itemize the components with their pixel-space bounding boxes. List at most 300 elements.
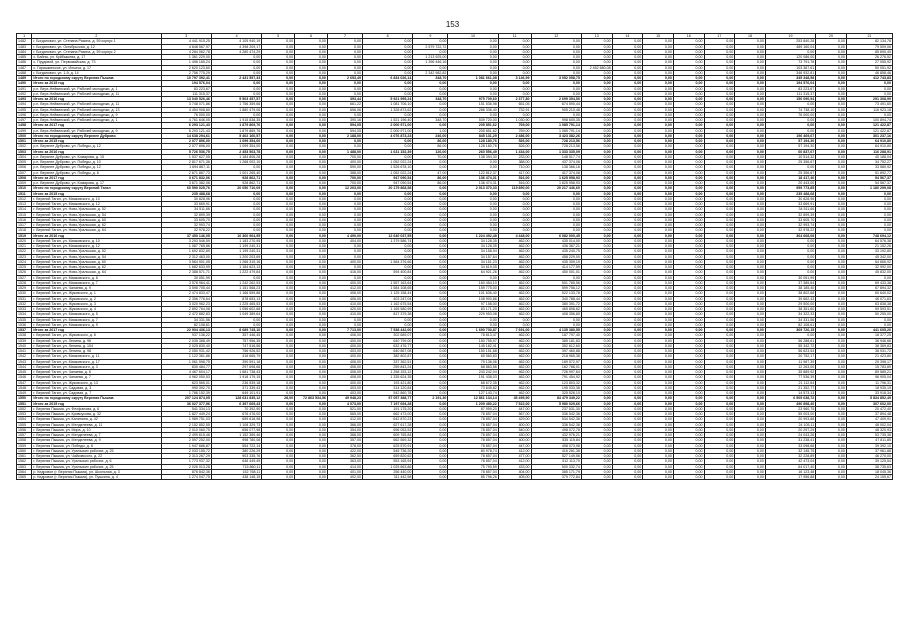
amount-cell: 0,00 (735, 65, 766, 70)
amount-cell: 0,00 (735, 296, 766, 301)
amount-cell: 0,00 (581, 191, 612, 196)
amount-cell: 337 362,51 (362, 359, 412, 364)
row-number-cell: 1559 (17, 443, 32, 448)
amount-cell: 0,00 (295, 385, 328, 390)
amount-cell: 1 537 627,05 (161, 154, 211, 159)
amount-cell: 30 051,99 (161, 275, 211, 280)
amount-cell: 0,00 (735, 259, 766, 264)
amount-cell: 0,00 (413, 286, 448, 291)
amount-cell: 0,00 (735, 223, 766, 228)
amount-cell: 0,00 (581, 39, 612, 44)
amount-cell: 625 570,91 (362, 443, 412, 448)
amount-cell: 0,00 (262, 212, 295, 217)
amount-cell: 1 526 678,10 (362, 165, 412, 170)
amount-cell: 403,00 (327, 391, 362, 396)
amount-cell: 462,00 (498, 244, 531, 249)
address-cell: г. Верхняя Пышма, ул. Чайковского, д. 22 (32, 454, 161, 459)
address-cell: р.п. Верхнее Дуброво, ул. Победы, д. 12 (32, 165, 161, 170)
amount-cell: 0,00 (448, 91, 498, 96)
amount-cell: 0,00 (735, 160, 766, 165)
amount-cell: 1 209 480,22 (448, 401, 498, 406)
amount-cell: 462,00 (498, 238, 531, 243)
amount-cell: 756 926,52 (211, 349, 261, 354)
amount-cell: 0,00 (211, 202, 261, 207)
amount-cell: 0,00 (643, 238, 674, 243)
amount-cell: 6 293 121,43 (161, 128, 211, 133)
amount-cell: 2 000 971,00 (362, 123, 412, 128)
amount-cell: 0,00 (262, 139, 295, 144)
amount-cell: 0,00 (643, 81, 674, 86)
amount-cell: 0,00 (295, 370, 328, 375)
amount-cell: 12 203,00 (327, 186, 362, 191)
amount-cell: 0,00 (643, 144, 674, 149)
amount-cell: 462,00 (498, 391, 531, 396)
amount-cell: 0,00 (816, 380, 847, 385)
amount-cell: 0,00 (295, 181, 328, 186)
amount-cell: 0,00 (581, 91, 612, 96)
amount-cell: 928 862,71 (211, 175, 261, 180)
amount-cell: 0,00 (262, 433, 295, 438)
amount-cell: 0,00 (581, 44, 612, 49)
amount-cell: 0,00 (735, 139, 766, 144)
amount-cell: 0,00 (327, 191, 362, 196)
amount-cell: 0,00 (612, 149, 643, 154)
amount-cell: 403,00 (327, 349, 362, 354)
amount-cell: 5 834 852,49 (846, 396, 892, 401)
amount-cell: 0,00 (816, 202, 847, 207)
amount-cell: 462,00 (498, 375, 531, 380)
row-number-cell: 1485 (17, 55, 32, 60)
amount-cell: 0,00 (735, 275, 766, 280)
amount-cell: 0,00 (816, 249, 847, 254)
row-number-cell: 1547 (17, 380, 32, 385)
address-cell: г. Верхний Тагил, ул. Маяковского, д. 8 (32, 275, 161, 280)
amount-cell: 1 989 751,03 (161, 417, 211, 422)
address-cell: г. Верхний Тагил, ул. Ново-Уральская, д. 52 (32, 207, 161, 212)
amount-cell: 0,00 (735, 144, 766, 149)
amount-cell: 0,00 (704, 128, 735, 133)
amount-cell: 0,00 (816, 60, 847, 65)
amount-cell: 0,00 (295, 333, 328, 338)
amount-cell: 462,00 (498, 312, 531, 317)
row-number-cell: 1549 (17, 391, 32, 396)
amount-cell: 0,00 (735, 396, 766, 401)
amount-cell: 412,00 (498, 459, 531, 464)
amount-cell: 0,00 (643, 49, 674, 54)
row-number-cell: 1537 (17, 328, 32, 333)
amount-cell: 0,00 (531, 49, 581, 54)
amount-cell: 0,00 (498, 39, 531, 44)
amount-cell: 38 946,66 (846, 338, 892, 343)
amount-cell: 0,00 (816, 370, 847, 375)
amount-cell: 0,00 (612, 144, 643, 149)
amount-cell: 0,00 (262, 406, 295, 411)
amount-cell: 0,00 (673, 118, 704, 123)
address-cell: Итого по городскому округу Верхнее Дуброво (32, 133, 161, 138)
amount-cell: 0,00 (262, 217, 295, 222)
amount-cell: 0,00 (327, 86, 362, 91)
amount-cell: 0,00 (765, 270, 815, 275)
amount-cell: 2 620 123,60 (161, 65, 211, 70)
amount-cell: 0,00 (704, 39, 735, 44)
amount-cell: 0,00 (295, 349, 328, 354)
amount-cell: 0,00 (612, 380, 643, 385)
amount-cell: 0,00 (816, 396, 847, 401)
amount-cell: 0,00 (262, 259, 295, 264)
amount-cell: 0,00 (704, 391, 735, 396)
column-number-12: 12 (531, 34, 581, 39)
row-number-cell: 1510 (17, 186, 32, 191)
amount-cell: 31 238,41 (765, 438, 815, 443)
amount-cell: 0,00 (327, 44, 362, 49)
amount-cell: 0,00 (816, 254, 847, 259)
amount-cell: 0,00 (673, 76, 704, 81)
amount-cell: 0,00 (581, 118, 612, 123)
amount-cell: 0,00 (816, 133, 847, 138)
amount-cell: 0,00 (413, 196, 448, 201)
amount-cell: 0,00 (704, 412, 735, 417)
amount-cell: 432 976,21 (531, 433, 581, 438)
amount-cell: 0,00 (816, 191, 847, 196)
amount-cell: 0,00 (498, 65, 531, 70)
amount-cell: 32 992,00 (846, 265, 892, 270)
amount-cell: 0,00 (413, 338, 448, 343)
amount-cell: 40 188,04 (846, 154, 892, 159)
amount-cell: 148 517,74 (531, 154, 581, 159)
amount-cell: 0,00 (295, 196, 328, 201)
amount-cell: 0,00 (735, 70, 766, 75)
amount-cell: 0,00 (295, 133, 328, 138)
amount-cell: 2 033 155,72 (161, 448, 211, 453)
amount-cell: 0,00 (581, 70, 612, 75)
amount-cell: 0,00 (673, 228, 704, 233)
amount-cell: 235 488,68 (765, 191, 815, 196)
amount-cell: 747 516,56 (211, 343, 261, 348)
amount-cell: 400,00 (327, 160, 362, 165)
amount-cell: 0,00 (362, 212, 412, 217)
amount-cell: 0,00 (735, 454, 766, 459)
amount-cell: 97 158,00 (448, 301, 498, 306)
amount-cell: 1 584 376,66 (362, 259, 412, 264)
amount-cell: 662 473,00 (362, 412, 412, 417)
amount-cell: 0,00 (816, 170, 847, 175)
amount-cell: 366,00 (327, 422, 362, 427)
amount-cell: 233,00 (498, 154, 531, 159)
amount-cell: 0,00 (643, 123, 674, 128)
amount-cell: 0,00 (704, 60, 735, 65)
amount-cell: 32 899,39 (765, 212, 815, 217)
amount-cell: 0,00 (612, 296, 643, 301)
amount-cell: 362,00 (327, 454, 362, 459)
amount-cell: 0,00 (262, 422, 295, 427)
amount-cell: 18 935,19 (846, 385, 892, 390)
amount-cell: 0,00 (262, 238, 295, 243)
amount-cell: 46 858,46 (846, 70, 892, 75)
amount-cell: 0,00 (673, 375, 704, 380)
amount-cell: 4 284 062,78 (161, 49, 211, 54)
amount-cell: 0,00 (581, 160, 612, 165)
amount-cell: 0,00 (846, 86, 892, 91)
amount-cell: 0,00 (612, 322, 643, 327)
amount-cell: 769,00 (498, 128, 531, 133)
amount-cell: 0,00 (846, 322, 892, 327)
amount-cell: 0,00 (262, 70, 295, 75)
row-number-cell: 1493 (17, 97, 32, 102)
amount-cell: 0,00 (704, 175, 735, 180)
table-row (17, 475, 893, 480)
address-cell: Итого за 2017 год (32, 328, 161, 333)
amount-cell: 0,00 (295, 223, 328, 228)
amount-cell: 0,00 (612, 385, 643, 390)
amount-cell: 37 385,64 (765, 280, 815, 285)
amount-cell: 462,00 (498, 354, 531, 359)
address-cell: р.п. Верх-Нейвинский, ул. Рабочей молодежи, д. 1 (32, 118, 161, 123)
amount-cell: 1 224 492,48 (448, 233, 498, 238)
amount-cell: 0,00 (295, 433, 328, 438)
amount-cell: 4 454 908,80 (161, 107, 211, 112)
column-number-18: 18 (735, 34, 766, 39)
address-cell: г. Верхний Тагил, ул. Маяковского, д. 9 (32, 322, 161, 327)
amount-cell: 26 276,52 (846, 55, 892, 60)
amount-cell: 462,00 (498, 270, 531, 275)
amount-cell: 0,00 (735, 401, 766, 406)
amount-cell: 0,00 (295, 307, 328, 312)
amount-cell: 0,00 (816, 359, 847, 364)
amount-cell: 0,00 (262, 349, 295, 354)
amount-cell: 0,00 (704, 212, 735, 217)
amount-cell: 0,00 (211, 223, 261, 228)
address-cell: г. Верхняя Пышма, ул. Победы, д. 8 (32, 443, 161, 448)
amount-cell: 0,00 (612, 238, 643, 243)
amount-cell: 0,00 (262, 107, 295, 112)
amount-cell: 34 752,27 (846, 160, 892, 165)
amount-cell: 34 322,33 (765, 312, 815, 317)
amount-cell: 0,00 (816, 207, 847, 212)
amount-cell: 0,00 (816, 270, 847, 275)
amount-cell: 0,00 (362, 154, 412, 159)
amount-cell: 0,00 (413, 438, 448, 443)
address-cell: Итого за 2016 год (32, 149, 161, 154)
amount-cell: 297 698,68 (211, 364, 261, 369)
amount-cell: 42 473,04 (765, 459, 815, 464)
address-cell: г. Верхняя Пышма, ул. Феофанова, д. 6 (32, 406, 161, 411)
amount-cell: 0,00 (448, 202, 498, 207)
amount-cell: 0,00 (816, 65, 847, 70)
amount-cell: 0,00 (673, 154, 704, 159)
amount-cell: 0,00 (262, 454, 295, 459)
amount-cell: 85 796,26 (448, 475, 498, 480)
amount-cell: 0,00 (735, 317, 766, 322)
amount-cell: 1 184 623,13 (211, 265, 261, 270)
amount-cell: 0,00 (816, 228, 847, 233)
amount-cell: 0,00 (816, 55, 847, 60)
amount-cell: 1 184 806,28 (211, 154, 261, 159)
amount-cell: 0,00 (413, 401, 448, 406)
address-cell: г. Верхняя Пышма, ул. Кривоусова, д. 32 (32, 412, 161, 417)
amount-cell: 0,00 (816, 139, 847, 144)
amount-cell: 400,00 (327, 338, 362, 343)
amount-cell: 0,00 (295, 112, 328, 117)
amount-cell: 0,00 (735, 301, 766, 306)
amount-cell: 0,00 (765, 118, 815, 123)
amount-cell: 0,00 (704, 375, 735, 380)
amount-cell: 0,00 (673, 307, 704, 312)
amount-cell: 0,00 (673, 391, 704, 396)
amount-cell: 0,00 (673, 469, 704, 474)
amount-cell: 21 152,26 (846, 244, 892, 249)
amount-cell: 646 449,49 (211, 459, 261, 464)
amount-cell: 0,00 (531, 207, 581, 212)
amount-cell: 0,00 (735, 265, 766, 270)
amount-cell: 0,00 (735, 307, 766, 312)
amount-cell: 0,00 (413, 391, 448, 396)
amount-cell: 0,00 (581, 354, 612, 359)
amount-cell: 0,00 (531, 86, 581, 91)
row-number-cell: 1521 (17, 244, 32, 249)
amount-cell: 0,00 (643, 375, 674, 380)
amount-cell: 0,00 (643, 286, 674, 291)
amount-cell: 87 959,20 (448, 406, 498, 411)
amount-cell: 0,00 (262, 280, 295, 285)
amount-cell: 659 820,62 (362, 454, 412, 459)
amount-cell: 0,00 (816, 349, 847, 354)
amount-cell: 75 790,59 (448, 464, 498, 469)
amount-cell: 0,00 (327, 65, 362, 70)
amount-cell: 0,00 (612, 249, 643, 254)
amount-cell: 1 166 559,88 (211, 291, 261, 296)
amount-cell: 0,00 (643, 91, 674, 96)
amount-cell: 0,00 (704, 217, 735, 222)
amount-cell: 1 879 869,76 (211, 123, 261, 128)
amount-cell: 348,70 (413, 118, 448, 123)
amount-cell: 1 087 765,86 (161, 244, 211, 249)
amount-cell: 150 090,94 (765, 97, 815, 102)
amount-cell: 0,00 (413, 212, 448, 217)
row-number-cell: 1551 (17, 401, 32, 406)
amount-cell: 0,00 (262, 375, 295, 380)
amount-cell: 1 199 240,31 (211, 244, 261, 249)
amount-cell: 1 690 730,87 (448, 328, 498, 333)
amount-cell: 0,00 (612, 328, 643, 333)
amount-cell: 0,00 (704, 343, 735, 348)
amount-cell: 48 002,04 (846, 422, 892, 427)
amount-cell: 0,00 (735, 81, 766, 86)
amount-cell: 0,00 (362, 86, 412, 91)
amount-cell: 0,00 (413, 102, 448, 107)
amount-cell: 462,00 (498, 380, 531, 385)
amount-cell: 0,00 (413, 280, 448, 285)
amount-cell: 0,00 (673, 433, 704, 438)
amount-cell: 0,00 (643, 70, 674, 75)
amount-cell: 0,00 (295, 97, 328, 102)
amount-cell: 0,00 (362, 196, 412, 201)
amount-cell: 0,00 (498, 212, 531, 217)
amount-cell: 0,00 (612, 49, 643, 54)
amount-cell: 39 392,10 (846, 443, 892, 448)
amount-cell: 406,00 (327, 291, 362, 296)
amount-cell: 0,00 (816, 91, 847, 96)
amount-cell: 0,00 (612, 133, 643, 138)
amount-cell: 0,00 (643, 433, 674, 438)
amount-cell: 0,00 (643, 448, 674, 453)
address-cell: Итого за 2015 год (32, 401, 161, 406)
amount-cell: 20 472,40 (846, 406, 892, 411)
amount-cell: 0,00 (735, 464, 766, 469)
amount-cell: 0,00 (362, 202, 412, 207)
amount-cell: 0,00 (531, 223, 581, 228)
amount-cell: 0,00 (735, 107, 766, 112)
amount-cell: 947 090,54 (362, 175, 412, 180)
amount-cell: 78 857,04 (448, 412, 498, 417)
amount-cell: 0,00 (262, 328, 295, 333)
amount-cell: 0,00 (735, 354, 766, 359)
amount-cell: 0,00 (262, 165, 295, 170)
amount-cell: 21 423,80 (846, 354, 892, 359)
amount-cell: 406,00 (327, 364, 362, 369)
amount-cell: 0,00 (362, 191, 412, 196)
amount-cell: 0,00 (704, 223, 735, 228)
amount-cell: 1 001 265,40 (211, 170, 261, 175)
amount-cell: 291 308,99 (846, 97, 892, 102)
amount-cell: 126,00 (413, 149, 448, 154)
amount-cell: 700,00 (327, 181, 362, 186)
amount-cell: 37 961,88 (846, 448, 892, 453)
amount-cell: 0,00 (816, 107, 847, 112)
amount-cell: 2 474 833,47 (161, 291, 211, 296)
amount-cell: 0,00 (581, 207, 612, 212)
address-cell: г. Верхний Тагил, ул. Ленина, д. 104 (32, 343, 161, 348)
amount-cell: 0,00 (735, 343, 766, 348)
amount-cell: 160 454,10 (448, 280, 498, 285)
row-number-cell: 1550 (17, 396, 32, 401)
amount-cell: 0,00 (448, 275, 498, 280)
amount-cell: 0,00 (498, 55, 531, 60)
amount-cell: 0,00 (704, 370, 735, 375)
amount-cell: 2 313 267,29 (161, 454, 211, 459)
amount-cell: 0,00 (581, 448, 612, 453)
amount-cell: 0,00 (643, 265, 674, 270)
amount-cell: 18 377,25 (846, 333, 892, 338)
row-number-cell: 1564 (17, 469, 32, 474)
amount-cell: 0,00 (643, 333, 674, 338)
amount-cell: 0,00 (327, 112, 362, 117)
address-cell: г. Верхний Тагил, ул. Ленина, д. 98 (32, 349, 161, 354)
amount-cell: 0,00 (262, 112, 295, 117)
amount-cell: 0,00 (816, 86, 847, 91)
amount-cell: 998 605,35 (531, 118, 581, 123)
amount-cell: 0,00 (531, 191, 581, 196)
address-cell: Итого за 2015 год (32, 191, 161, 196)
amount-cell: 404,00 (327, 238, 362, 243)
amount-cell: 0,00 (704, 70, 735, 75)
amount-cell: 403 247,04 (362, 296, 412, 301)
amount-cell: 0,00 (735, 406, 766, 411)
row-number-cell: 1516 (17, 217, 32, 222)
amount-cell: 0,00 (327, 212, 362, 217)
amount-cell: 60 837,07 (765, 149, 815, 154)
amount-cell: 0,00 (704, 396, 735, 401)
amount-cell: 0,00 (816, 291, 847, 296)
amount-cell: 84 479 349,22 (531, 396, 581, 401)
amount-cell: 0,00 (765, 249, 815, 254)
amount-cell: 0,00 (327, 207, 362, 212)
amount-cell: 462,00 (498, 280, 531, 285)
amount-cell: 39 662,43 (765, 296, 815, 301)
amount-cell: 0,00 (704, 139, 735, 144)
amount-cell: 0,00 (262, 417, 295, 422)
amount-cell: 0,00 (295, 102, 328, 107)
amount-cell: 0,00 (295, 118, 328, 123)
